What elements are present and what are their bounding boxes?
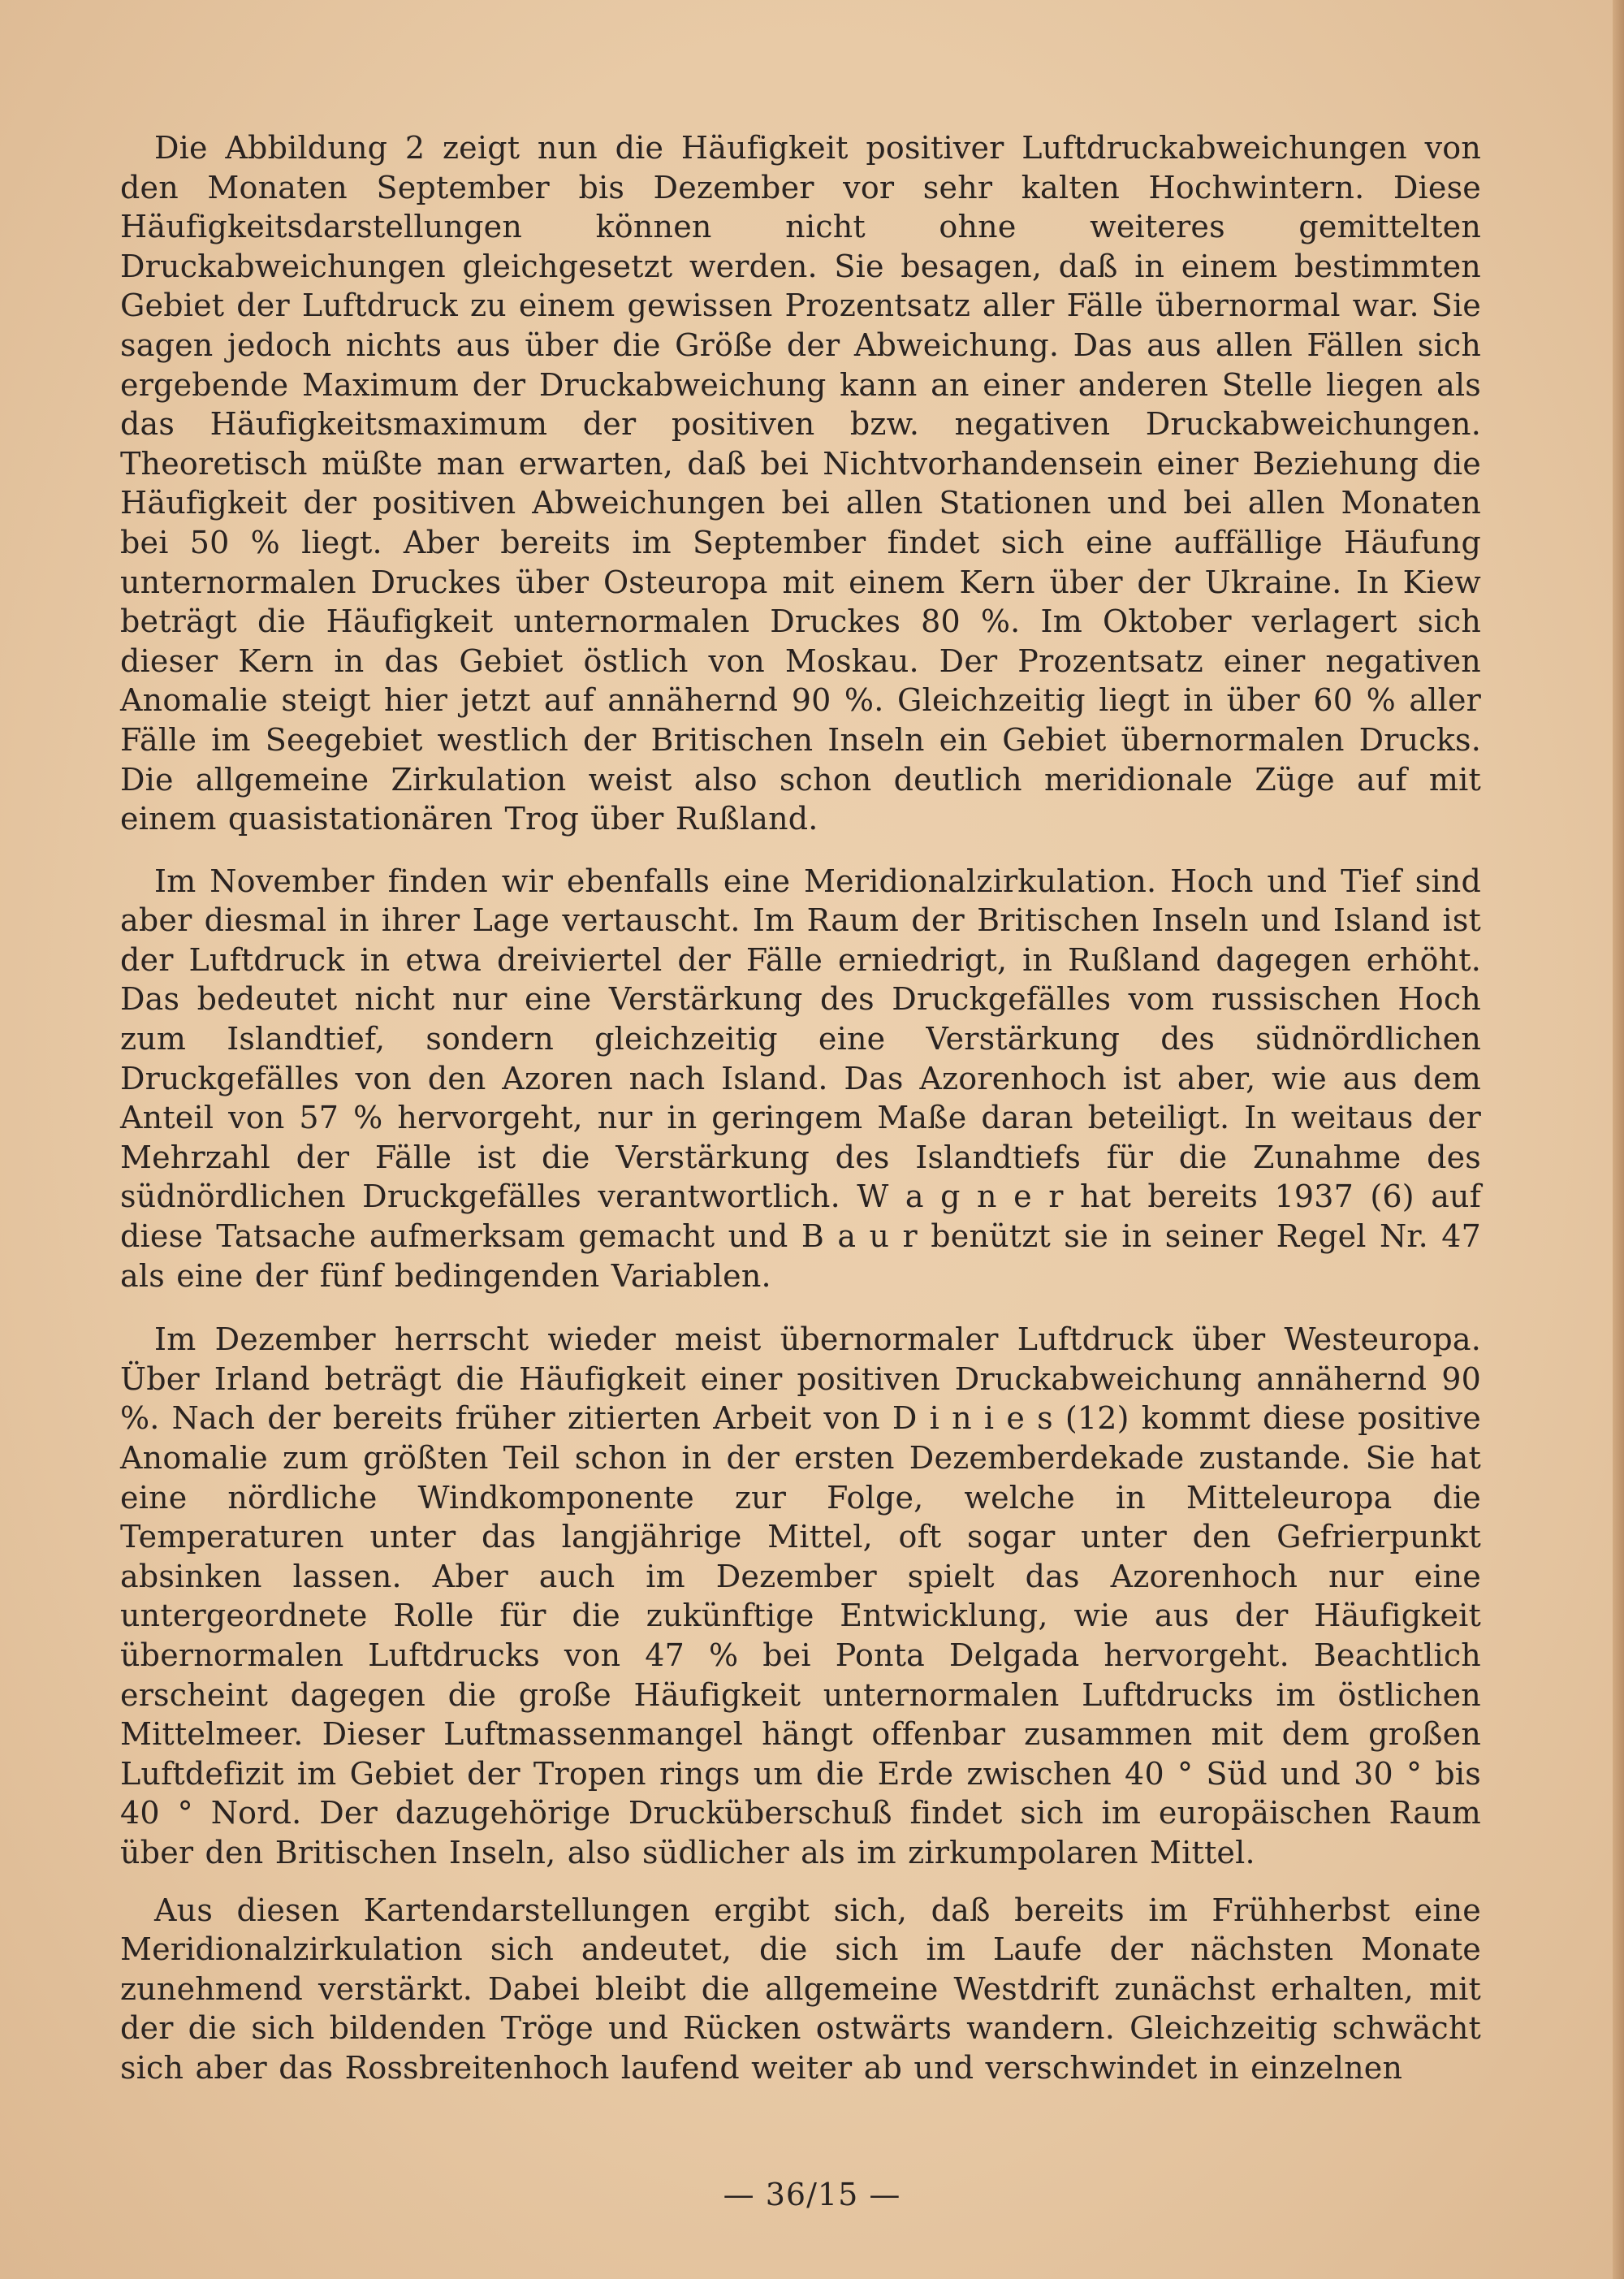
paragraph-1: Die Abbildung 2 zeigt nun die Häufigkeit positiver Luftdruckabweichungen von den Monaten September bis Dezember vor sehr kalten Hochwintern. Diese Häufigkeitsdarstellungen können nicht ohne weiteres gemittelten Druckabweichungen gleichgesetzt werden. Sie besagen, daß in einem bestimmten Gebiet der Luftdruck zu einem gewissen Prozentsatz aller Fälle übernormal war. Sie sagen jedoch nichts aus über die Größe der Abweichung. Das aus allen Fällen sich ergebende Maximum der Druckabweichung kann an einer anderen Stelle liegen als das Häufigkeitsmaximum der positiven bzw. negativen Druckabweichungen. Theoretisch müßte man erwarten, daß bei Nichtvorhandensein einer Beziehung die Häufigkeit der positiven Abweichungen bei allen Stationen und bei allen Monaten bei 50 % liegt. Aber bereits im September findet sich eine auffällige Häufung unternormalen Druckes über Osteuropa mit einem Kern über der Ukraine. In Kiew beträgt die Häufigkeit unternormalen Druckes 80 %. Im Oktober verlagert sich dieser Kern in das Gebiet östlich von Moskau. Der Prozentsatz einer negativen Anomalie steigt hier jetzt auf annähernd 90 %. Gleichzeitig liegt in über 60 % aller Fälle im Seegebiet westlich der Britischen Inseln ein Gebiet übernormalen Drucks. Die allgemeine Zirkulation weist also schon deutlich meridionale Züge auf mit einem quasistationären Trog über Rußland. — [120, 130, 1481, 837]
body-text — [120, 128, 1481, 2103]
paragraph-2: Im November finden wir ebenfalls eine Meridionalzirkulation. Hoch und Tief sind aber diesmal in ihrer Lage vertauscht. Im Raum der Britischen Inseln und Island ist der Luftdruck in etwa dreiviertel der Fälle erniedrigt, in Rußland dagegen erhöht. Das bedeutet nicht nur eine Verstärkung des Druckgefälles vom russischen Hoch zum Islandtief, sondern gleichzeitig eine Verstärkung des südnördlichen Druckgefälles von den Azoren nach Island. Das Azorenhoch ist aber, wie aus dem Anteil von 57 % hervorgeht, nur in geringem Maße daran beteiligt. In weitaus der Mehrzahl der Fälle ist die Verstärkung des Islandtiefs für die Zunahme des südnördlichen Druckgefälles verantwortlich. W a g n e r hat bereits 1937 (6) auf diese Tatsache aufmerksam gemacht und B a u r benützt sie in seiner Regel Nr. 47 als eine der fünf bedingenden Variablen. — [120, 863, 1481, 1294]
page-number: — 36/15 — — [723, 2177, 901, 2212]
paragraph-3: Im Dezember herrscht wieder meist übernormaler Luftdruck über Westeuropa. Über Irland beträgt die Häufigkeit einer positiven Druckabweichung annähernd 90 %. Nach der bereits früher zitierten Arbeit von D i n i e s (12) kommt diese positive Anomalie zum größten Teil schon in der ersten Dezemberdekade zustande. Sie hat eine nördliche Windkomponente zur Folge, welche in Mitteleuropa die Temperaturen unter das langjährige Mittel, oft sogar unter den Gefrierpunkt absinken lassen. Aber auch im Dezember spielt das Azorenhoch nur eine untergeordnete Rolle für die zukünftige Entwicklung, wie aus der Häufigkeit übernormalen Luftdrucks von 47 % bei Ponta Delgada hervorgeht. Beachtlich erscheint dagegen die große Häufigkeit unternormalen Luftdrucks im östlichen Mittelmeer. Dieser Luftmassenmangel hängt offenbar zusammen mit dem großen Luftdefizit im Gebiet der Tropen rings um die Erde zwischen 40 ° Süd und 30 ° bis 40 ° Nord. Der dazugehörige Drucküberschuß findet sich im europäischen Raum über den Britischen Inseln, also südlicher als im zirkumpolaren Mittel. — [120, 1321, 1481, 1870]
page-edge-shadow — [1613, 0, 1624, 2279]
paragraph-4: Aus diesen Kartendarstellungen ergibt sich, daß bereits im Frühherbst eine Meridionalzirkulation sich andeutet, die sich im Laufe der nächsten Monate zunehmend verstärkt. Dabei bleibt die allgemeine Westdrift zunächst erhalten, mit der die sich bildenden Tröge und Rücken ostwärts wandern. Gleichzeitig schwächt sich aber das Rossbreitenhoch laufend weiter ab und verschwindet in einzelnen — [120, 1892, 1481, 2086]
